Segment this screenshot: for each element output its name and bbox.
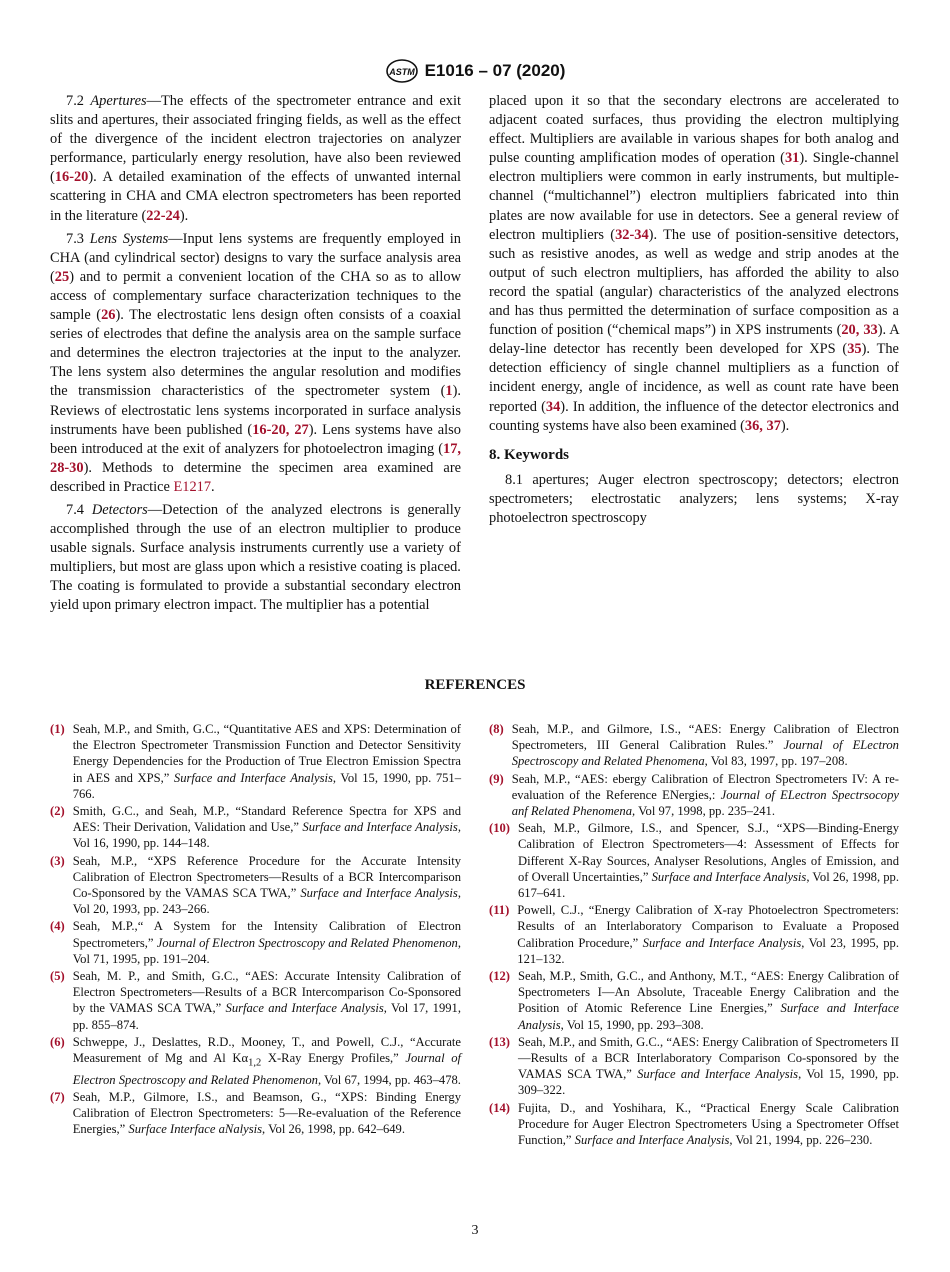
reference-item [489,968,899,1033]
reference-item [50,721,461,802]
reference-text: Seah, M.P., Gilmore, I.S., and Beamson, G., “XPS: Binding Energy Calibration of Electron Spectrometers: 5—Re-evaluation of the Reference Energies,” Surface Interface aNalysis, Vol 26, 1998, pp. 642–649. [72,1089,461,1137]
reference-item [50,918,461,967]
reference-item [50,853,461,918]
reference-number: (12) [489,969,510,984]
reference-number: (11) [489,903,510,918]
reference-number: (2) [50,804,65,819]
reference-text: Seah, M.P., Smith, G.C., and Anthony, M.T., “AES: Energy Calibration of Spectrometers I—An Absolute, Traceable Energy Calibration and the Position of Atomic Reference Line Energies,” Surface and Interface Analysis, Vol 15, 1990, pp. 293–308. [517,969,899,1032]
reference-text: Seah, M.P., Gilmore, I.S., and Spencer, S.J., “XPS—Binding-Energy Calibration of Electron Spectrometers—4: Assessment of Effects for Different X-Ray Sources, Analyser Resolutions, Angles of Emission, and of Overall Uncertainties,” Surface and Interface Analysis, Vol 26, 1998, pp. 617–641. [517,821,899,901]
reference-number: (9) [489,771,504,786]
ref-link[interactable]: 25 [54,268,70,285]
reference-number: (13) [489,1034,510,1049]
section-7-2: 7.2 Apertures—The effects of the spectrometer entrance and exit slits and apertures, their associated fringing fields, as well as the effect of the divergence of the incident electron trajectories on analyzer performance, particularly energy resolution, have also been reviewed (16-20). A detailed examination of the effects of unwanted internal scattering in CHA and CMA electron spectrometers has been reported in the literature (22-24). [50,93,461,224]
references-heading: REFERENCES [424,677,526,693]
term-apertures: Apertures [90,93,147,109]
reference-item [489,820,899,901]
reference-item [489,1034,899,1099]
document-id: E1016 – 07 (2020) [424,61,566,80]
reference-number: (5) [50,969,65,984]
reference-text: Schweppe, J., Deslattes, R.D., Mooney, T., and Powell, C.J., “Accurate Measurement of Mg and Al $K\alpha_{1,2}$ X-Ray Energy Profiles,” Journal of Electron Spectroscopy and Related Phenomenon, Vol 67, 1994, pp. 463–478. [72,1034,461,1087]
right-column [489,92,899,532]
reference-item [50,1089,461,1138]
ref-link[interactable]: 22-24 [146,207,180,224]
reference-number: (6) [50,1034,65,1049]
reference-item [50,803,461,852]
section-7-4-continued: placed upon it so that the secondary electrons are accelerated to adjacent coated surfaces, thus providing the electron multiplying effect. Multipliers are available in various shapes for both analog and pulse counting amplification modes of operation (31). Single-channel electron multipliers were common in early instruments, but multiple-channel (“multichannel”) electron multipliers fabricated into thin plates are now available for use in detectors. See a general review of electron multipliers (32-34). The use of position-sensitive detectors, such as resistive anodes, as well as wedge and strip anodes at the output of such electron multipliers, has afforded the ability to also record the spatial (angular) characteristics of the analyzed electrons and has thus permitted the determination of surface composition as a function of position (“chemical maps”) in XPS instruments (20, 33). A delay-line detector has recently been developed for XPS (35). The detection efficiency of single channel multipliers as a function of incident energy, angle of incidence, as well as count rate have been reported (34). In addition, the influence of the detector electronics and counting systems have also been examined (36, 37). [489,93,900,434]
reference-text: Seah, M.P., and Smith, G.C., “Quantitative AES and XPS: Determination of the Electron Spectrometer Transmission Function and Detector Sensitivity Energy Dependencies for the Production of True Electron Emission Spectra in AES and XPS,” Surface and Interface Analysis, Vol 15, 1990, pp. 751–766. [72,722,462,801]
reference-number: (7) [50,1089,65,1104]
reference-text: Seah, M.P., “XPS Reference Procedure for the Accurate Intensity Calibration of Electron Spectrometers—Results of a BCR Intercomparison Co-Sponsored by the VAMAS SCA TWA,” Surface and Interface Analysis, Vol 20, 1993, pp. 243–266. [72,853,461,917]
svg-text:ASTM: ASTM [388,67,415,77]
reference-number: (8) [489,722,504,736]
reference-text: Fujita, D., and Yoshihara, K., “Practical Energy Scale Calibration Procedure for Auger Electron Spectrometers Using a Spectrometer Offset Function,” Surface and Interface Analysis, Vol 21, 1994, pp. 226–230. [517,1100,899,1148]
reference-text: Powell, C.J., “Energy Calibration of X-ray Photoelectron Spectrometers: Results of an Interlaboratory Comparison to Evaluate a Proposed Calibration Procedure,” Surface and Interface Analysis, Vol 23, 1995, pp. 121–132. [517,903,900,966]
section-8-1: 8.1 apertures; Auger electron spectroscopy; detectors; electron spectrometers; electrostatic analyzers; lens systems; X-ray photoelectron spectroscopy [489,471,899,526]
keywords-heading: 8. Keywords [489,446,569,463]
references-list-left [50,721,461,1139]
reference-text: Seah, M.P., and Smith, G.C., “AES: Energy Calibration of Spectrometers II—Results of a BCR Interlaboratory Comparison Co-sponsored by the VAMAS SCA TWA,” Surface and Interface Analysis, Vol 15, 1990, pp. 309–322. [517,1034,899,1098]
term-detectors: Detectors [91,501,148,518]
section-7-4: 7.4 Detectors—Detection of the analyzed electrons is generally accomplished through the use of an electron multiplier to produce usable signals. Surface analysis instruments currently use a variety of multipliers, but most are glass upon which a resistive coating is placed. The coating is formulated to provide a substantial secondary electron yield upon primary electron impact. The multiplier has a potential [50,501,461,614]
reference-number: (3) [50,853,65,868]
reference-item [489,902,899,967]
reference-text: Seah, M.P.,“ A System for the Intensity Calibration of Electron Spectrometers,” Journal of Electron Spectroscopy and Related Phenomenon, Vol 71, 1995, pp. 191–204. [72,919,461,966]
reference-text: Seah, M. P., and Smith, G.C., “AES: Accurate Intensity Calibration of Electron Spectrometers—Results of a BCR Intercomparison Co-Sponsored by the VAMAS SCA TWA,” Surface and Interface Analysis, Vol 17, 1991, pp. 855–874. [72,969,461,1032]
section-7-3: 7.3 Lens Systems—Input lens systems are frequently employed in CHA (and cylindrical sector) designs to vary the surface analysis area (25) and to permit a convenient location of the CHA so as to allow access of complementary surface characterization techniques to the sample (26). The electrostatic lens design often consists of a coaxial series of electrodes that define the analysis area on the sample surface and determines the electron trajectories at the input to the analyzer. The lens system also determines the angular resolution and modifies the transmission characteristics of the spectrometer system (1). Reviews of electrostatic lens systems incorporated in surface analysis instruments have been published (16-20, 27). Lens systems have also been introduced at the exit of analyzers for photoelectron imaging (17, 28-30). Methods to determine the specimen area examined are described in Practice E1217. [50,230,461,495]
reference-text: Seah, M.P., and Gilmore, I.S., “AES: Energy Calibration of Electron Spectrometers, III General Calibration Rules.” Journal of ELectron Spectroscopy and Related Phenomena, Vol 83, 1997, pp. 197–208. [511,722,899,769]
page-number: 3 [471,1223,479,1238]
reference-number: (4) [50,919,65,934]
reference-number: (14) [489,1100,510,1115]
references-list-right [489,721,899,1149]
reference-item [50,1034,461,1088]
ref-link[interactable]: 16-20, 27 [252,421,309,438]
page-header [0,58,950,89]
astm-logo-icon [385,58,419,84]
reference-number: (10) [489,821,510,836]
ref-link[interactable]: 17, 28-30 [50,440,461,476]
reference-item [489,1100,899,1149]
reference-text: Smith, G.C., and Seah, M.P., “Standard Reference Spectra for XPS and AES: Their Derivation, Validation and Use,” Surface and Interface Analysis, Vol 16, 1990, pp. 144–148. [72,804,461,851]
left-column [50,92,461,620]
standard-link-e1217[interactable]: E1217 [173,478,212,495]
reference-item [489,721,899,770]
reference-item [50,968,461,1033]
reference-number: (1) [50,722,65,736]
ref-link[interactable]: 16-20 [54,169,89,186]
reference-text: Seah, M.P., “AES: ebergy Calibration of Electron Spectrometers IV: A re-evaluation of the Reference ENergies,: Journal of ELectron Spectrsocopy anf Related Phenomena, Vol 97, 1998, pp. 235–241. [511,771,899,819]
term-lens-systems: Lens Systems [89,230,169,247]
reference-item [489,771,899,820]
ref-link[interactable]: 26 [101,307,116,324]
ref-link[interactable]: 1 [445,383,453,400]
